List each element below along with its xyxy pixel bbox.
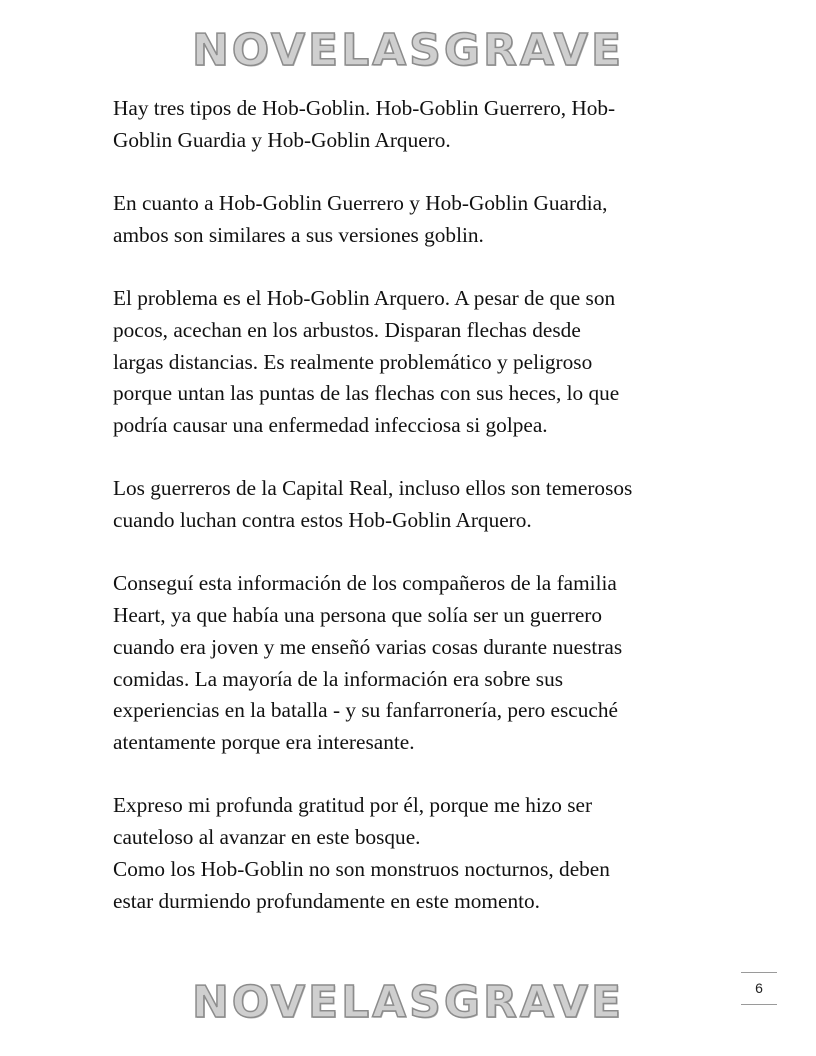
- text-line: atentamente porque era interesante.: [113, 730, 415, 754]
- text-line: cuando luchan contra estos Hob-Goblin Arquero.: [113, 508, 532, 533]
- text-line: cuando era joven y me enseñó varias cosas durante nuestras: [113, 634, 623, 659]
- paragraph: [113, 473, 713, 536]
- body-text: [113, 93, 713, 949]
- text-line: Conseguí esta información de los compañeros de la familia: [113, 571, 617, 596]
- text-line: Goblin Guardia y Hob-Goblin Arquero.: [113, 127, 451, 152]
- paragraph: [113, 93, 713, 156]
- text-line: Expreso mi profunda gratitud por él, porque me hizo ser: [113, 793, 593, 818]
- text-line: Los guerreros de la Capital Real, incluso ellos son temerosos: [113, 476, 633, 501]
- paragraph: [113, 790, 713, 853]
- page-number: 6: [741, 972, 777, 1005]
- footer-watermark: NOVELASGRAVE: [191, 977, 625, 1028]
- text-line: ambos son similares a sus versiones goblin.: [113, 222, 484, 247]
- text-line: Heart, ya que había una persona que solía ser un guerrero: [113, 603, 603, 628]
- header-watermark: NOVELASGRAVE: [191, 25, 625, 76]
- paragraph: [113, 188, 713, 251]
- text-line: experiencias en la batalla - y su fanfarronería, pero escuché: [113, 698, 618, 723]
- text-line: estar durmiendo profundamente en este momento.: [113, 888, 540, 913]
- text-line: comidas. La mayoría de la información era sobre sus: [113, 666, 564, 691]
- text-line: El problema es el Hob-Goblin Arquero. A pesar de que son: [113, 286, 616, 311]
- paragraph: [113, 568, 713, 758]
- text-line: Como los Hob-Goblin no son monstruos nocturnos, deben: [113, 856, 610, 881]
- text-line: pocos, acechan en los arbustos. Disparan flechas desde: [113, 317, 581, 342]
- text-line: porque untan las puntas de las flechas con sus heces, lo que: [113, 381, 620, 406]
- paragraph: [113, 854, 713, 917]
- text-line: Hay tres tipos de Hob-Goblin. Hob-Goblin Guerrero, Hob-: [113, 96, 616, 120]
- paragraph: [113, 283, 713, 442]
- text-line: largas distancias. Es realmente problemático y peligroso: [113, 349, 593, 374]
- text-line: cauteloso al avanzar en este bosque.: [113, 825, 421, 850]
- text-line: podría causar una enfermedad infecciosa si golpea.: [113, 413, 548, 437]
- text-line: En cuanto a Hob-Goblin Guerrero y Hob-Goblin Guardia,: [113, 191, 608, 216]
